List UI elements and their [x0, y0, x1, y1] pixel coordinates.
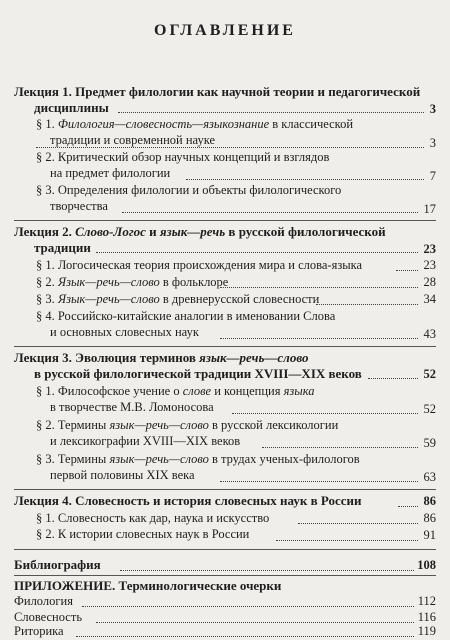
page-number: 23 [423, 242, 436, 256]
section-suffix: в классической [269, 117, 354, 131]
dot-leader [220, 287, 418, 288]
section-line1 [36, 452, 360, 468]
section-text: § 2. К истории словесных наук в России [36, 527, 250, 541]
lecture-1-line1: Лекция 1. Предмет филологии как научной теории и педагогической [14, 84, 421, 99]
lecture-1-line2: дисциплины [34, 100, 109, 115]
page-number: 91 [423, 528, 436, 542]
dot-leader [76, 636, 414, 637]
section-term: Язык—речь—слово [57, 275, 160, 289]
dot-leader [262, 447, 418, 448]
page-number: 7 [429, 169, 436, 183]
page-number: 23 [423, 258, 436, 272]
section-suffix: в древнерусской словесности [159, 292, 320, 306]
toc-title: ОГЛАВЛЕНИЕ [154, 22, 296, 39]
section-line2: традиции и современной науке [50, 133, 216, 147]
lecture-term: язык—речь [159, 224, 226, 239]
section-separator [14, 575, 436, 576]
dot-leader [186, 179, 424, 180]
lecture-term: Слово-Логос [75, 224, 146, 239]
page-number: 108 [417, 558, 436, 572]
page-number: 63 [423, 470, 436, 484]
section-prefix: § 3. [36, 292, 58, 306]
lecture-term: язык—речь—слово [199, 350, 309, 365]
dot-leader [120, 570, 414, 571]
lecture-4-text: Лекция 4. Словесность и история словесных наук в России [14, 493, 362, 508]
dot-leader [220, 481, 418, 482]
section-term: Язык—речь—слово [57, 292, 160, 306]
page-number: 112 [417, 594, 436, 608]
section-term: языка [283, 384, 315, 398]
lecture-3-line1 [14, 350, 309, 366]
page-number: 34 [423, 292, 436, 306]
section-prefix: § 2. [36, 275, 58, 289]
section-line1 [36, 418, 338, 434]
section-text [36, 292, 319, 308]
section-separator [14, 549, 436, 550]
section-line1 [36, 117, 353, 133]
dot-leader [298, 523, 418, 524]
section-term: язык—речь—слово [109, 452, 209, 466]
dot-leader [36, 147, 424, 148]
dot-leader [396, 270, 418, 271]
dot-leader [276, 540, 418, 541]
dot-leader [232, 413, 418, 414]
appendix-item-text: Риторика [14, 624, 64, 638]
section-suffix: в фольклоре [159, 275, 229, 289]
appendix-item-text: Филология [14, 594, 73, 608]
page-number: 3 [429, 102, 436, 116]
section-line2: на предмет филологии [50, 166, 171, 180]
page-number: 52 [423, 367, 436, 381]
section-line1: § 3. Определения филологии и объекты филологического [36, 183, 342, 197]
dot-leader [82, 606, 414, 607]
section-line2: творчества [50, 199, 108, 213]
page-number: 52 [423, 402, 436, 416]
page-number: 43 [423, 327, 436, 341]
page-number: 86 [423, 511, 436, 525]
section-term: язык—речь—слово [109, 418, 209, 432]
section-prefix: § 3. Термины [36, 452, 110, 466]
section-line2: и лексикографии XVIII—XIX веков [50, 434, 241, 448]
page-number: 17 [423, 202, 436, 216]
section-separator [14, 346, 436, 347]
section-line1: § 2. Критический обзор научных концепций и взглядов [36, 150, 330, 164]
section-prefix: § 1. [36, 117, 58, 131]
page-number: 119 [417, 624, 436, 638]
section-line2: и основных словесных наук [50, 325, 199, 339]
lecture-2-line2: традиции [34, 240, 91, 255]
section-line2: первой половины XIX века [50, 468, 195, 482]
bibliography-text: Библиография [14, 557, 101, 572]
dot-leader [96, 252, 418, 253]
dot-leader [118, 112, 424, 113]
lecture-suffix: в русской филологической [225, 224, 386, 239]
section-suffix: в трудах ученых-филологов [208, 452, 360, 466]
page-number: 59 [423, 436, 436, 450]
section-separator [14, 489, 436, 490]
dot-leader [122, 212, 418, 213]
section-term: Филология—словесность—языкознание [57, 117, 270, 131]
section-mid: и концепция [211, 384, 284, 398]
section-prefix: § 2. Термины [36, 418, 110, 432]
section-line1: § 4. Российско-китайские аналогии в именовании Слова [36, 309, 336, 323]
appendix-title: ПРИЛОЖЕНИЕ. Терминологические очерки [14, 578, 282, 593]
page-number: 3 [429, 136, 436, 150]
appendix-item-text: Словесность [14, 610, 83, 624]
dot-leader [220, 338, 418, 339]
section-prefix: § 1. Философское учение о [36, 384, 183, 398]
section-text: § 1. Словесность как дар, наука и искусство [36, 511, 270, 525]
lecture-prefix: Лекция 3. Эволюция терминов [14, 350, 200, 365]
lecture-prefix: Лекция 2. [14, 224, 76, 239]
section-suffix: в русской лексикологии [208, 418, 339, 432]
page-number: 86 [423, 494, 436, 508]
section-text: § 1. Логосическая теория происхождения мира и слова-языка [36, 258, 363, 272]
page-number: 116 [417, 610, 436, 624]
dot-leader [368, 378, 418, 379]
section-separator [14, 220, 436, 221]
lecture-3-line2: в русской филологической традиции XVIII—XIX веков [34, 366, 362, 381]
page-number: 28 [423, 275, 436, 289]
section-line2: в творчестве М.В. Ломоносова [50, 400, 214, 414]
lecture-conj: и [145, 224, 160, 239]
lecture-2-line1 [14, 224, 386, 240]
dot-leader [316, 304, 418, 305]
dot-leader [96, 622, 414, 623]
section-term: слове [182, 384, 212, 398]
section-text [36, 275, 228, 291]
dot-leader [398, 506, 418, 507]
section-line1 [36, 384, 315, 400]
